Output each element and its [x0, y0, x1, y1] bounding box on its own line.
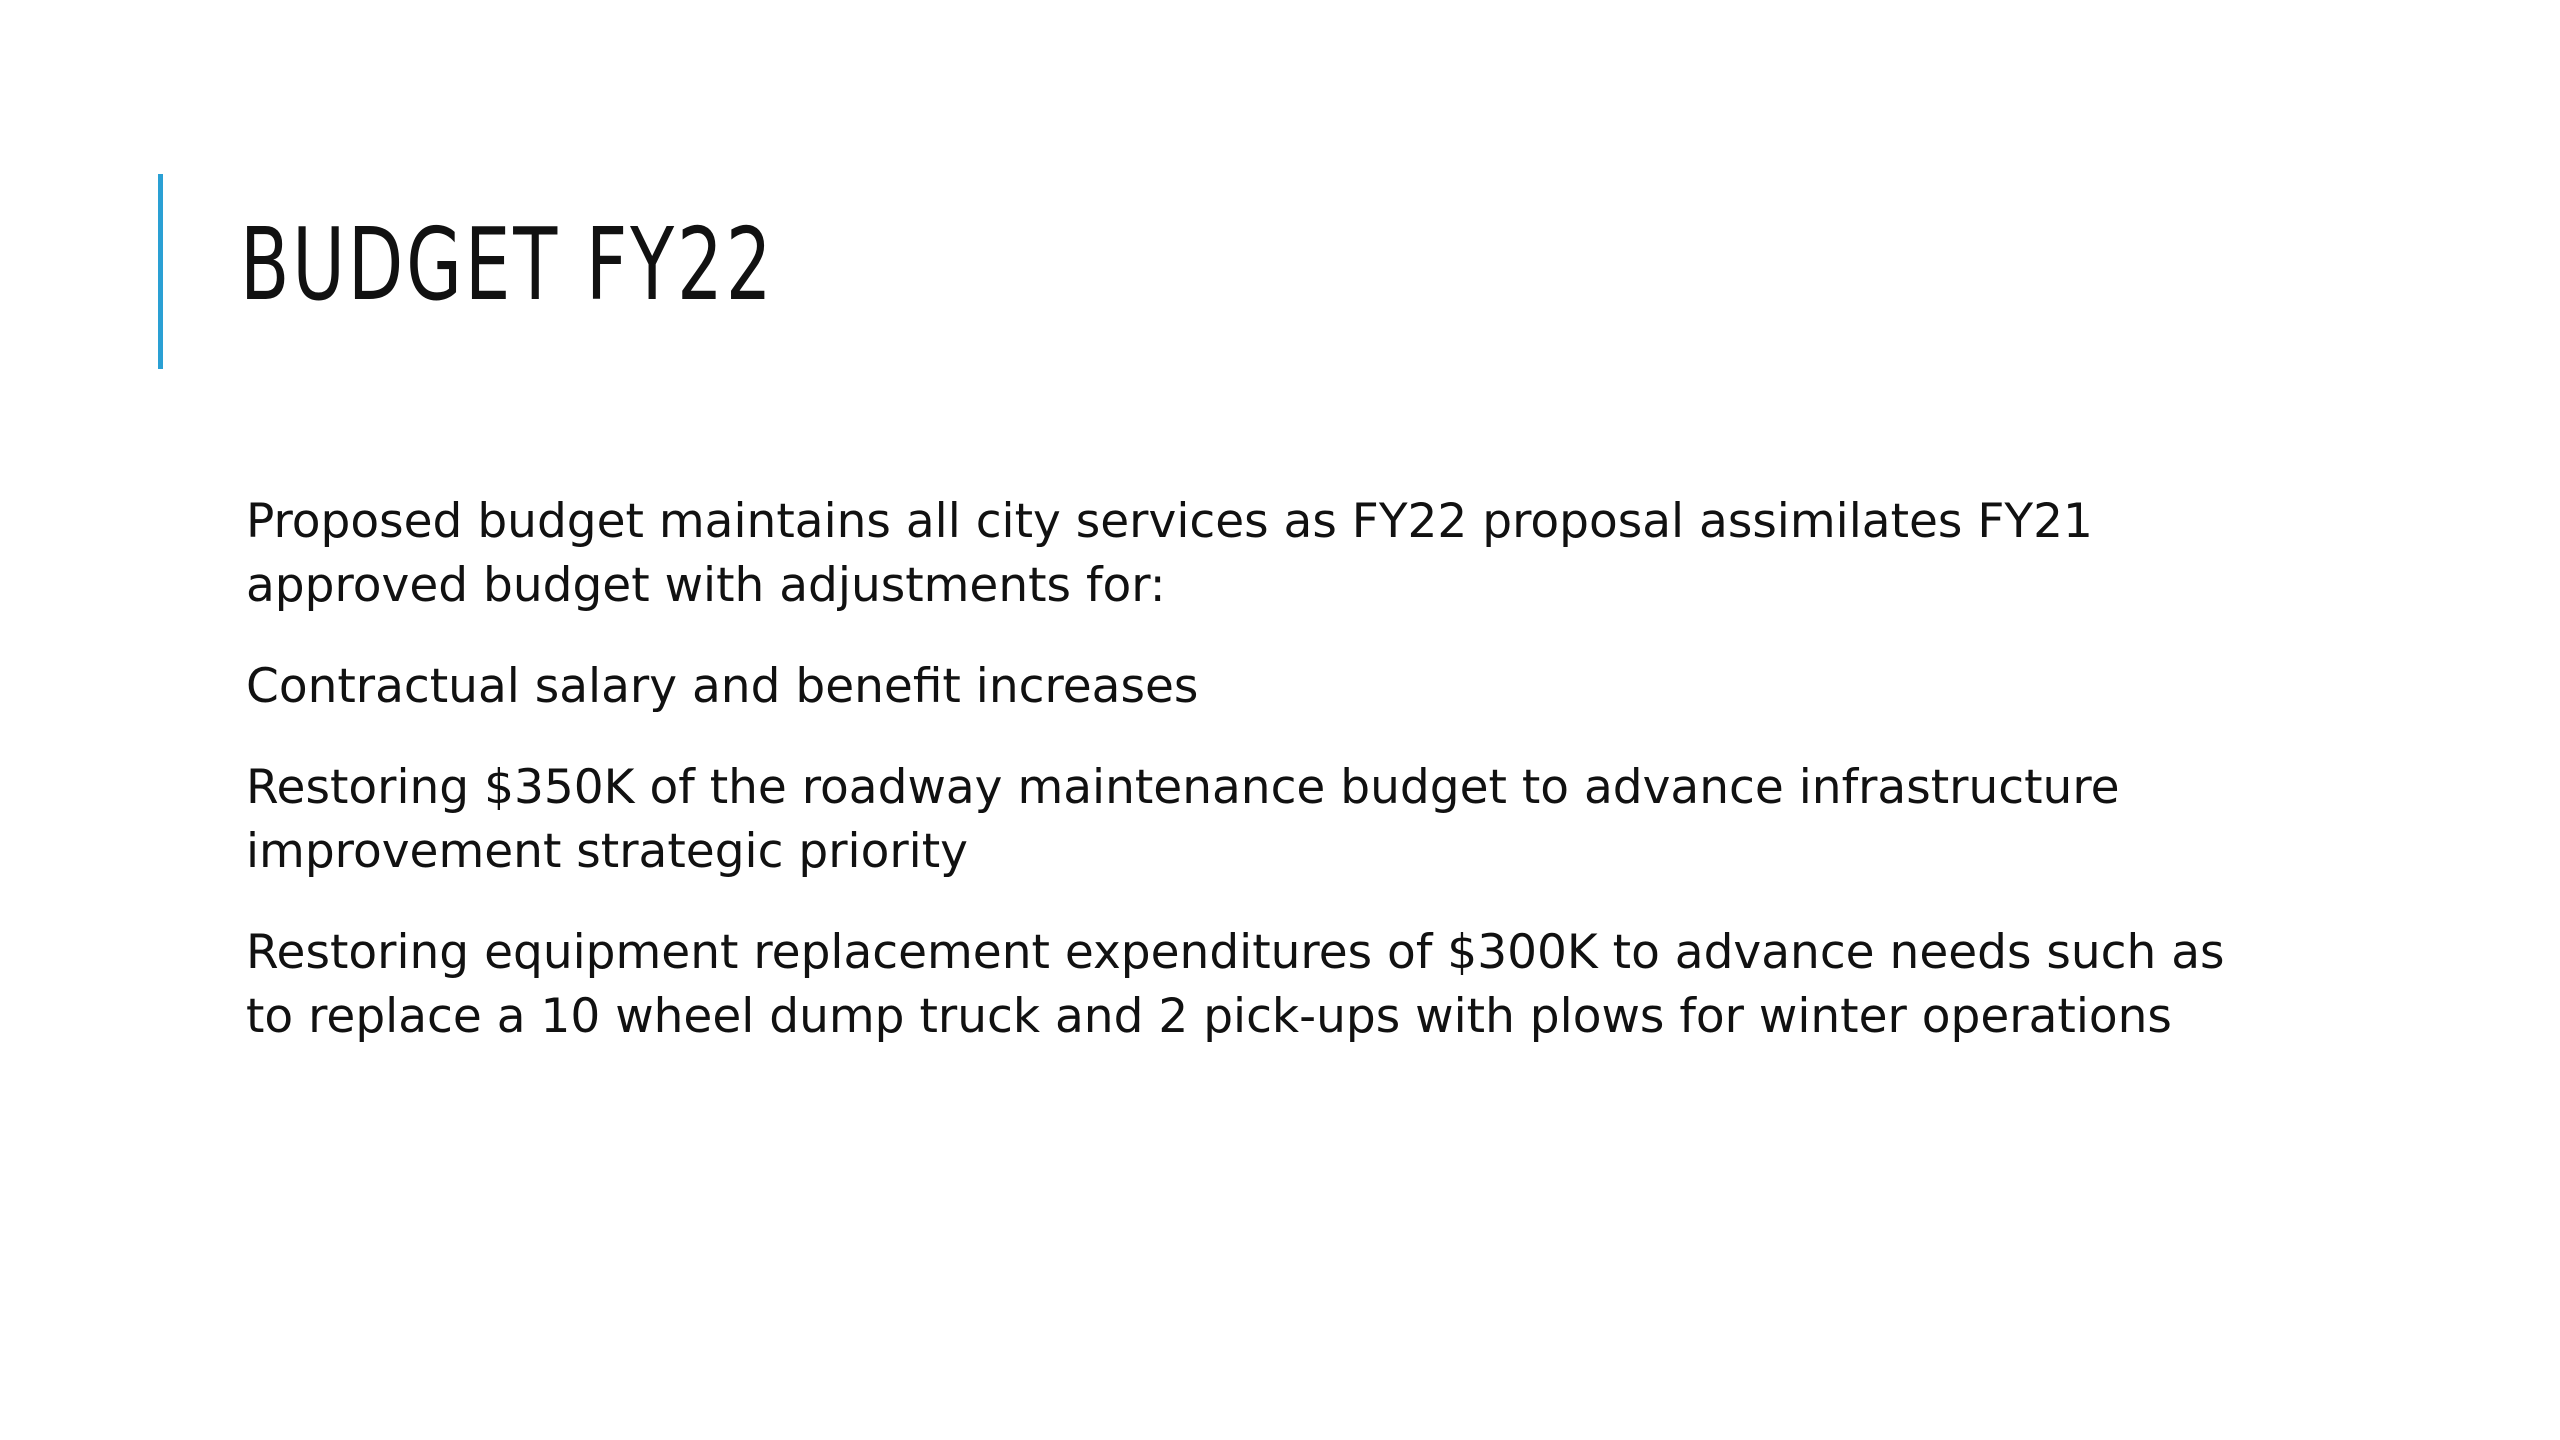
body-paragraph: Restoring equipment replacement expenditures of $300K to advance needs such as to replace a 10 wheel dump truck and 2 pick-ups with plows for winter operations [246, 925, 2225, 1044]
body-paragraph: Proposed budget maintains all city services as FY22 proposal assimilates FY21 approved budget with adjustments for: [246, 494, 2093, 613]
body-paragraph: Contractual salary and benefit increases [246, 659, 1199, 714]
slide-title: BUDGET FY22 [240, 206, 775, 323]
body-paragraph: Restoring $350K of the roadway maintenance budget to advance infrastructure improvement strategic priority [246, 760, 2120, 879]
title-accent-bar [158, 174, 163, 369]
slide-body [246, 490, 2286, 1086]
